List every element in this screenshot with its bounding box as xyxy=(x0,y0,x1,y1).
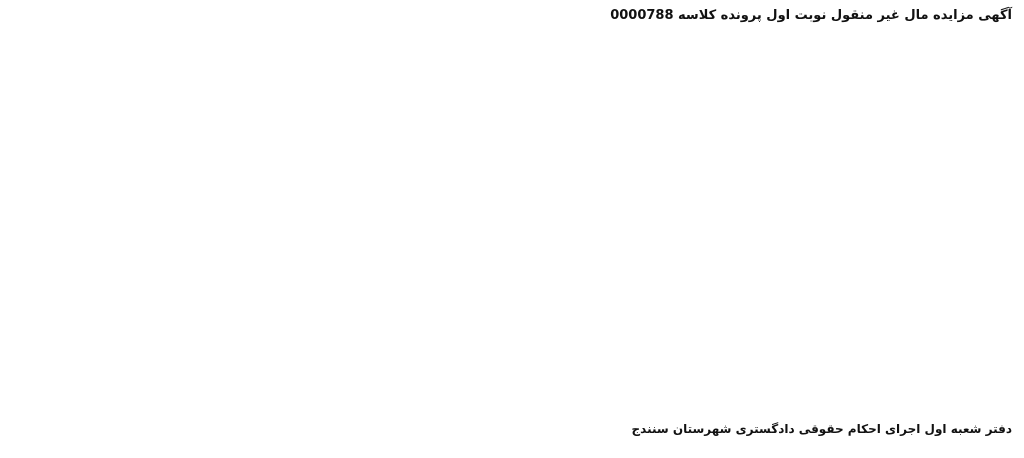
notice-body-line xyxy=(10,40,1014,57)
notice-body-line xyxy=(10,249,1014,266)
notice-body-line xyxy=(10,197,1014,214)
notice-footer: دفتر شعبه اول اجرای احکام حقوقی دادگستری شهرستان سنندج xyxy=(631,422,1012,436)
notice-body-line xyxy=(10,92,1014,109)
notice-body-line xyxy=(10,301,1014,318)
notice-body-line xyxy=(10,266,1014,283)
notice-body-line xyxy=(10,127,1014,144)
notice-body xyxy=(10,40,1014,405)
notice-body-line xyxy=(10,144,1014,161)
notice-body-line xyxy=(10,353,1014,370)
notice-title: آگهی مزایده مال غیر منقول نوبت اول پرونده کلاسه 0000788 xyxy=(610,8,1012,23)
notice-body-line xyxy=(10,179,1014,196)
notice-body-line xyxy=(10,370,1014,387)
notice-body-line xyxy=(10,162,1014,179)
notice-body-line xyxy=(10,110,1014,127)
notice-body-line xyxy=(10,57,1014,74)
notice-body-line xyxy=(10,75,1014,92)
notice-body-line xyxy=(10,283,1014,300)
notice-body-line xyxy=(10,214,1014,231)
notice-body-line xyxy=(10,388,1014,405)
notice-body-line xyxy=(10,318,1014,335)
notice-body-line xyxy=(10,231,1014,248)
auction-notice xyxy=(10,6,1014,452)
notice-body-line xyxy=(10,336,1014,353)
